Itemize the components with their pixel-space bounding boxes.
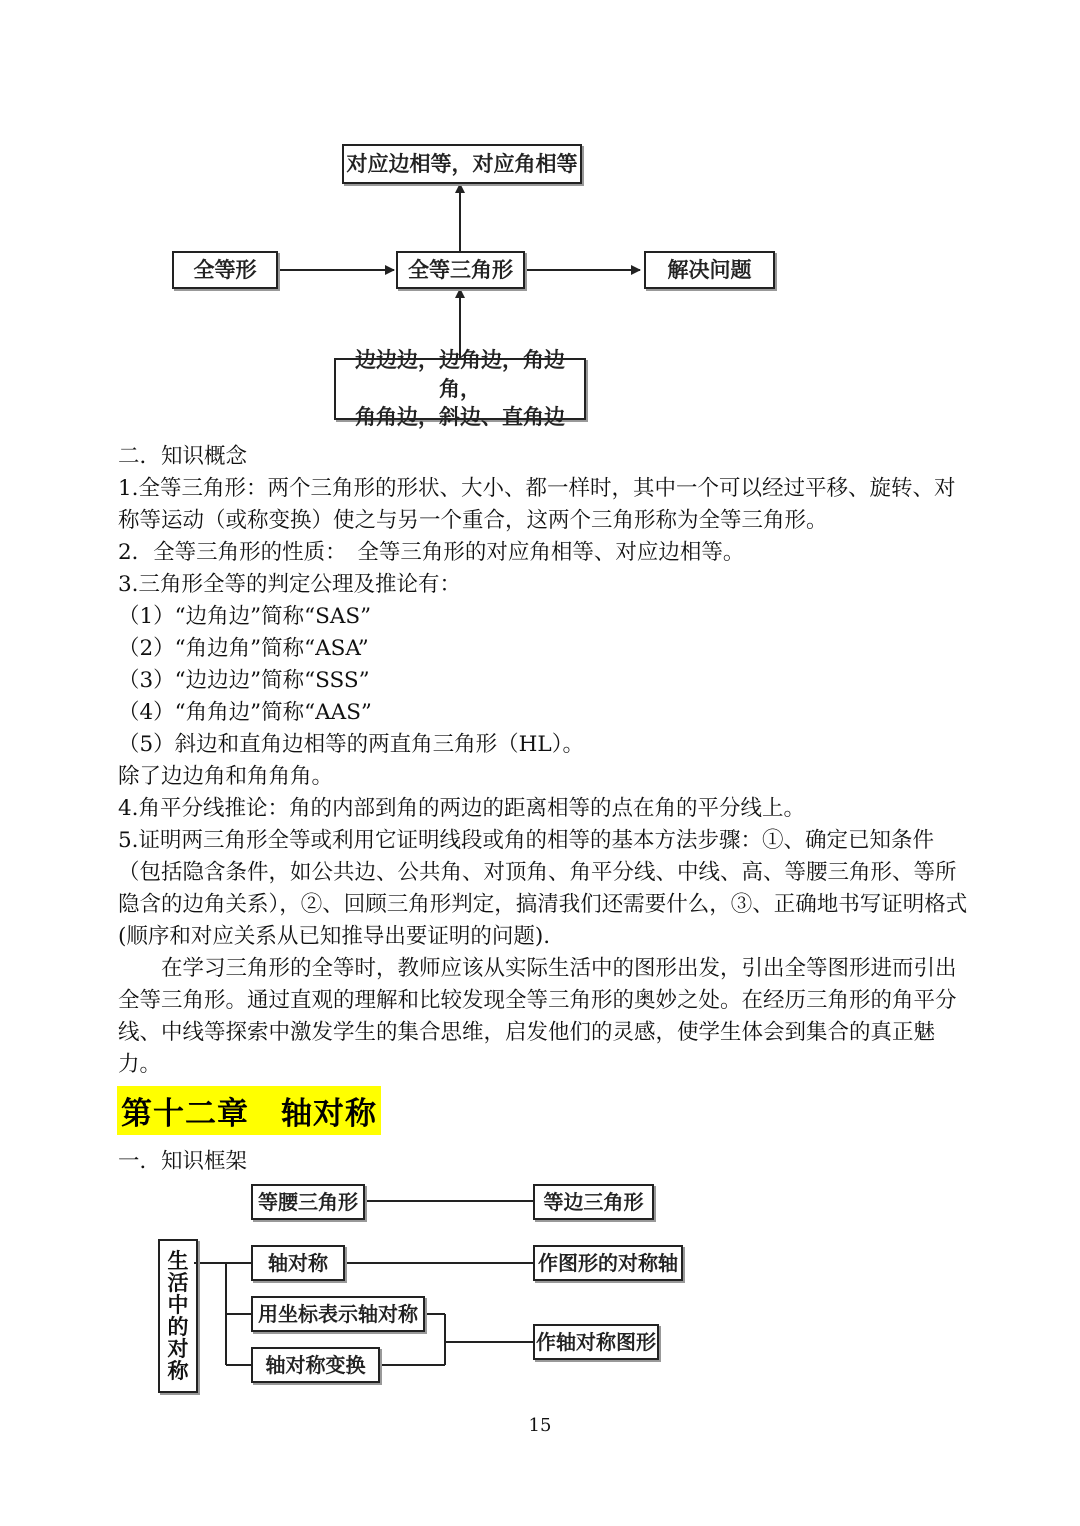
para-hl: （5）斜边和直角边相等的两直角三角形（HL）。 <box>118 732 584 757</box>
box-criteria <box>334 347 586 430</box>
vertical-char: 对 <box>167 1336 189 1361</box>
criteria-line-2: 角角边，斜边、直角边 <box>355 404 565 430</box>
box-corresponding-equal: 对应边相等，对应角相等 <box>342 144 582 184</box>
para-closing: 在学习三角形的全等时，教师应该从实际生活中的图形出发，引出全等图形进而引出全等三角形。通过直观的理解和比较发现全等三角形的奥妙之处。在经历三角形的角平分线、中线等探索中激发学生的集合思维，启发他们的灵感，使学生体会到集合的真正魅力。 <box>118 956 957 1077</box>
vertical-char: 生 <box>167 1248 189 1273</box>
box-congruent-triangle: 全等三角形 <box>396 251 525 289</box>
box-equilateral: 等边三角形 <box>533 1184 654 1220</box>
box-draw-symmetric-figure: 作轴对称图形 <box>533 1324 659 1360</box>
knowledge-concepts <box>118 441 968 1081</box>
para-asa: （2）“角边角”简称“ASA” <box>118 636 369 661</box>
criteria-line-1: 边边边，边角边，角边角， <box>355 347 565 401</box>
section-heading-framework: 一．知识框架 <box>118 1149 248 1174</box>
para-3: 3.三角形全等的判定公理及推论有： <box>118 572 462 597</box>
para-sas: （1）“边角边”简称“SAS” <box>118 604 372 629</box>
para-4: 4.角平分线推论：角的内部到角的两边的距离相等的点在角的平分线上。 <box>118 796 806 821</box>
chapter-title: 第十二章 轴对称 <box>117 1086 381 1135</box>
box-coordinates: 用坐标表示轴对称 <box>251 1296 425 1332</box>
box-congruent-figure: 全等形 <box>172 251 278 289</box>
para-1: 1.全等三角形：两个三角形的形状、大小、都一样时，其中一个可以经过平移、旋转、对称等运动（或称变换）使之与另一个重合，这两个三角形称为全等三角形。 <box>118 476 956 533</box>
page-number: 15 <box>528 1415 552 1436</box>
box-axial-symmetry: 轴对称 <box>251 1245 345 1281</box>
box-solve-problem: 解决问题 <box>644 251 775 289</box>
para-2: 2．全等三角形的性质： 全等三角形的对应角相等、对应边相等。 <box>118 540 745 565</box>
diagram2-connectors <box>194 1201 533 1365</box>
para-except: 除了边边角和角角角。 <box>118 764 334 789</box>
para-sss: （3）“边边边”简称“SSS” <box>118 668 370 693</box>
section-heading-concepts: 二．知识概念 <box>118 444 248 469</box>
box-draw-axis: 作图形的对称轴 <box>533 1245 683 1281</box>
vertical-char: 中 <box>167 1292 189 1317</box>
vertical-char: 的 <box>167 1314 189 1339</box>
vertical-char: 活 <box>167 1270 189 1295</box>
vertical-char: 称 <box>167 1358 189 1383</box>
box-symmetry-in-life <box>158 1239 198 1393</box>
para-aas: （4）“角角边”简称“AAS” <box>118 700 372 725</box>
box-isosceles: 等腰三角形 <box>251 1184 365 1220</box>
box-transformation: 轴对称变换 <box>251 1347 380 1383</box>
para-5: 5.证明两三角形全等或利用它证明线段或角的相等的基本方法步骤：①、确定已知条件（包括隐含条件，如公共边、公共角、对顶角、角平分线、中线、高、等腰三角形、等所隐含的边角关系），②、回顾三角形判定，搞清我们还需要什么，③、正确地书写证明格式(顺序和对应关系从已知推导出要证明的问题). <box>118 828 968 949</box>
